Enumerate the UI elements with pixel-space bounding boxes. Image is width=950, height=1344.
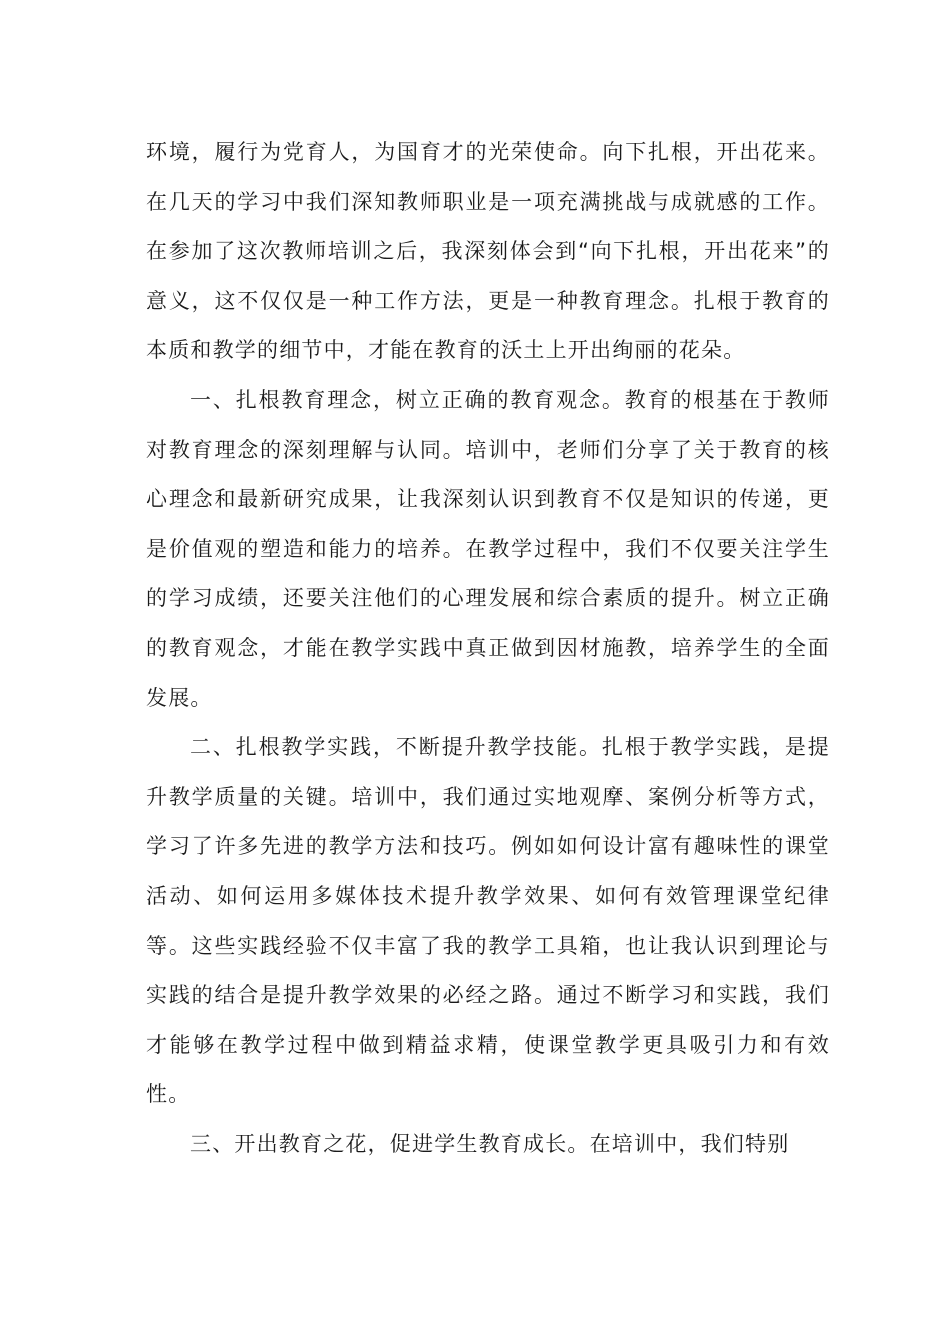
paragraph-intro-continuation: 环境，履行为党育人，为国育才的光荣使命。向下扎根，开出花来。在几天的学习中我们深知教师职业是一项充满挑战与成就感的工作。在参加了这次教师培训之后，我深刻体会到“向下扎根，开出花来”的意义，这不仅仅是一种工作方法，更是一种教育理念。扎根于教育的本质和教学的细节中，才能在教育的沃土上开出绚丽的花朵。 [146, 140, 830, 363]
paragraph-section-one: 一、扎根教育理念，树立正确的教育观念。教育的根基在于教师对教育理念的深刻理解与认同。培训中，老师们分享了关于教育的核心理念和最新研究成果，让我深刻认识到教育不仅是知识的传递，更是价值观的塑造和能力的培养。在教学过程中，我们不仅要关注学生的学习成绩，还要关注他们的心理发展和综合素质的提升。树立正确的教育观念，才能在教学实践中真正做到因材施教，培养学生的全面发展。 [146, 387, 830, 710]
document-body [146, 128, 830, 1169]
paragraph-section-three: 三、开出教育之花，促进学生教育成长。在培训中，我们特别 [190, 1131, 790, 1156]
paragraph-section-two: 二、扎根教学实践，不断提升教学技能。扎根于教学实践，是提升教学质量的关键。培训中，我们通过实地观摩、案例分析等方式，学习了许多先进的教学方法和技巧。例如如何设计富有趣味性的课堂活动、如何运用多媒体技术提升教学效果、如何有效管理课堂纪律等。这些实践经验不仅丰富了我的教学工具箱，也让我认识到理论与实践的结合是提升教学效果的必经之路。通过不断学习和实践，我们才能够在教学过程中做到精益求精，使课堂教学更具吸引力和有效性。 [146, 735, 830, 1107]
